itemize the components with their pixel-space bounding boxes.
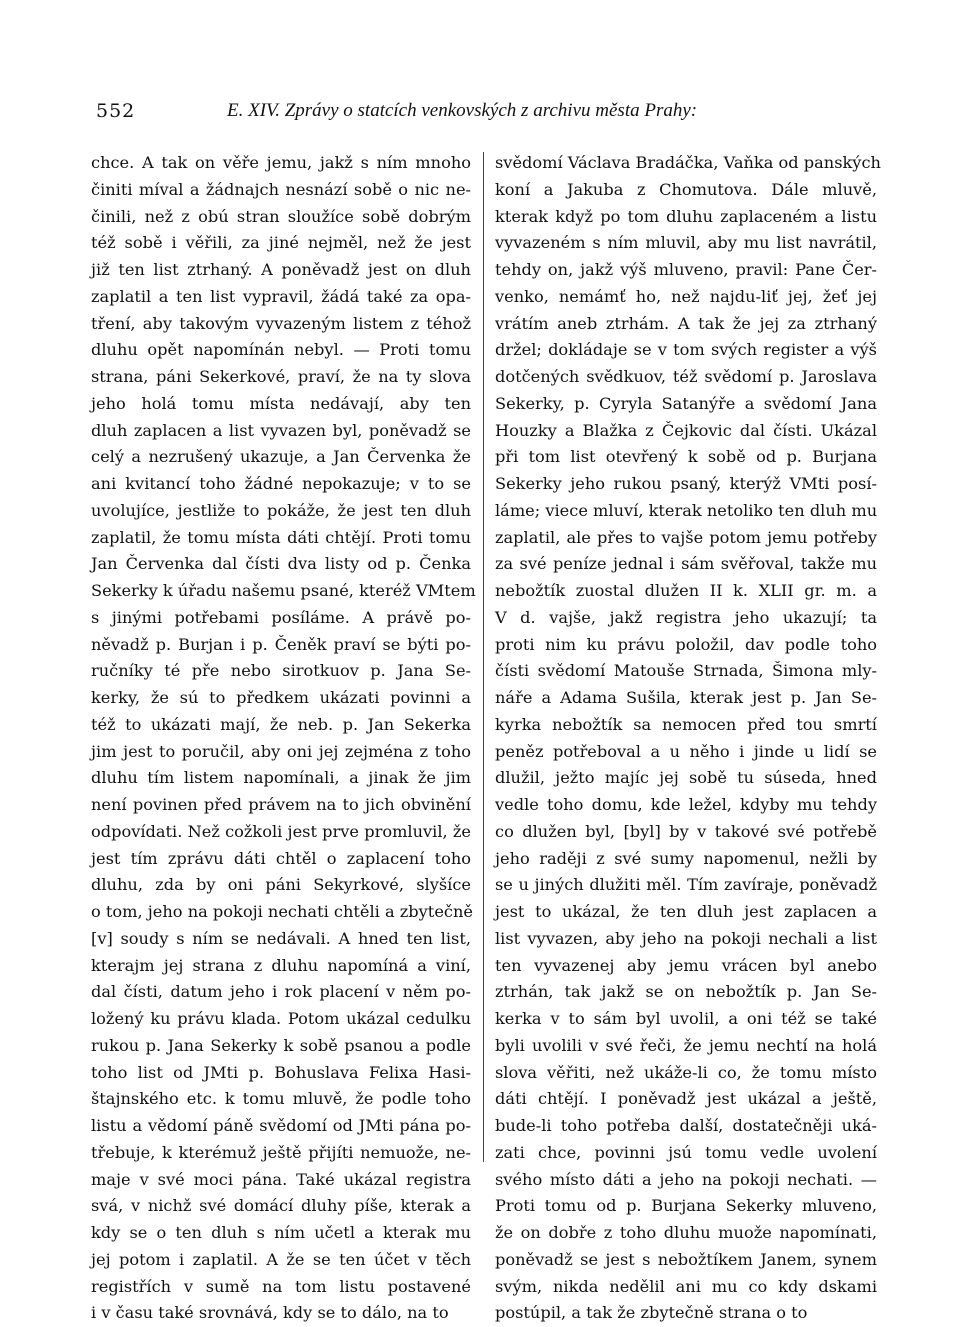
text-line: co dlužen byl, [byl] by v takové své potřebě bbox=[495, 821, 877, 841]
text-line: dluh zaplacen a list vyvazen byl, poněvadž se bbox=[91, 420, 471, 440]
text-line: o tom, jeho na pokoji nechati chtěli a zbytečně bbox=[91, 902, 473, 921]
text-line: něvadž p. Burjan i p. Čeněk praví se býti po- bbox=[91, 634, 471, 654]
text-line: vrátím aneb ztrhám. A tak že jej za ztrhaný bbox=[495, 313, 877, 333]
text-line: jest tím zprávu dáti chtěl o zaplacení toho bbox=[91, 848, 471, 868]
text-line: svědomí Václava Bradáčka, Vaňka od panských bbox=[495, 153, 881, 172]
text-line: čísti svědomí Matouše Strnada, Šimona mly- bbox=[495, 661, 877, 681]
text-line: zati chce, povinni jsú tomu vedle uvolení bbox=[495, 1142, 877, 1162]
right-text-column bbox=[495, 150, 881, 1327]
text-line: venko, nemámť ho, než najdu-liť jej, žeť jej bbox=[495, 286, 877, 306]
text-line: láme; viece mluví, kterak netoliko ten dluh mu bbox=[495, 500, 878, 520]
text-line: registřích v sumě na tom listu postavené bbox=[91, 1276, 471, 1296]
text-line: V d. vajše, jakž registra jeho ukazují; ta bbox=[495, 607, 877, 627]
text-line: rukou p. Jana Sekerky k sobě psanou a podle bbox=[91, 1035, 471, 1055]
text-line: náře a Adama Sušila, kterak jest p. Jan Se- bbox=[495, 688, 877, 707]
text-line: třebuje, k kterémuž ještě přijíti nemuože, ne- bbox=[91, 1142, 471, 1162]
text-line: činiti míval a žádnajch nesnází sobě o nic ne- bbox=[91, 179, 471, 199]
text-line: ložený ku právu klada. Potom ukázal cedulku bbox=[91, 1009, 471, 1028]
text-line: tehdy on, jakž výš mluveno, pravil: Pane Čer- bbox=[495, 260, 877, 279]
text-line: poněvadž se jest s nebožtíkem Janem, synem bbox=[495, 1249, 877, 1269]
text-line: zaplatil a ten list vypravil, žádá také za opa- bbox=[91, 286, 471, 306]
text-line: svým, nikda nedělil ani mu co kdy dskami bbox=[495, 1276, 877, 1296]
text-line: proti nim ku právu položil, dav podle toho bbox=[495, 634, 877, 654]
text-line: byli uvolili v své řeči, že jemu nechtí na holá bbox=[495, 1035, 877, 1055]
text-line: ztrhán, tak jakž se on nebožtík p. Jan Se- bbox=[495, 982, 877, 1002]
text-line: zaplatil, že tomu místa dáti chtějí. Proti tomu bbox=[91, 527, 471, 547]
running-header bbox=[96, 100, 864, 130]
text-line: dluhu tím listem napomínali, a jinak že jim bbox=[91, 768, 471, 788]
text-line: jeho raději z své sumy napomenul, nežli by bbox=[495, 848, 877, 868]
text-line: tření, aby takovým vyvazeným listem z téhož bbox=[91, 313, 471, 333]
text-line: list vyvazen, aby jeho na pokoji nechali a list bbox=[495, 928, 877, 948]
running-title: E. XIV. Zprávy o statcích venkovských z archivu města Prahy: bbox=[227, 100, 698, 121]
text-line: s jinými potřebami posíláme. A právě po- bbox=[91, 607, 471, 627]
text-line: [v] soudy s ním se nedávali. A hned ten list, bbox=[91, 928, 471, 948]
text-line: za své peníze jednal i sám svěřoval, takže mu bbox=[495, 554, 877, 574]
text-line: kerka v to sám byl uvolil, a oni též se také bbox=[495, 1009, 877, 1028]
text-line: činili, než z obú stran sloužíce sobě dobrým bbox=[91, 206, 471, 226]
text-line: jej potom i zaplatil. A že se ten účet v těch bbox=[91, 1249, 471, 1269]
text-line: dluhu, zda by oni páni Sekyrkové, slyšíce bbox=[91, 875, 471, 895]
text-line: kterak když po tom dluhu zaplaceném a listu bbox=[495, 206, 877, 226]
text-line: kdy se o ten dluh s ním učetl a kterak mu bbox=[91, 1223, 471, 1242]
text-line: Proti tomu od p. Burjana Sekerky mluveno, bbox=[495, 1196, 877, 1216]
text-line: chce. A tak on věře jemu, jakž s ním mnoho bbox=[91, 153, 471, 172]
text-line: kyrka nebožtík sa nemocen před tou smrtí bbox=[495, 714, 877, 734]
text-line: maje v své moci pána. Také ukázal registra bbox=[91, 1169, 471, 1189]
text-line: držel; dokládaje se v tom svých register a výš bbox=[495, 340, 877, 360]
text-line: kerky, že sú to předkem ukázati povinni a bbox=[91, 688, 471, 707]
text-line: dal čísti, datum jeho i rok placení v něm po- bbox=[91, 982, 471, 1002]
text-line: Sekerky jeho rukou psaný, kterýž VMti posí- bbox=[495, 474, 877, 493]
text-line: štajnského etc. k tomu mluvě, že podle toho bbox=[91, 1089, 471, 1109]
text-line: toho list od JMti p. Bohuslava Felixa Hasi- bbox=[91, 1062, 471, 1082]
text-line: koní a Jakuba z Chomutova. Dále mluvě, bbox=[495, 179, 877, 199]
text-line: se u jiných dlužiti měl. Tím zavíraje, poněvadž bbox=[495, 875, 877, 895]
text-line: při tom list otevřený k sobě od p. Burjana bbox=[495, 447, 877, 467]
left-text-column bbox=[91, 150, 476, 1327]
text-line: i v času také srovnává, kdy se to dálo, na to bbox=[91, 1303, 449, 1323]
text-line: jim jest to poručil, aby oni jej zejména z toho bbox=[91, 741, 471, 761]
text-line: Jan Červenka dal čísti dva listy od p. Čenka bbox=[91, 554, 471, 574]
text-line: již ten list ztrhaný. A poněvadž jest on dluh bbox=[91, 260, 471, 279]
text-line: Sekerky, p. Cyryla Satanýře a svědomí Jana bbox=[495, 393, 877, 413]
text-line: uvolujíce, jestliže to pokáže, že jest ten dluh bbox=[91, 500, 471, 520]
text-line: dlužil, ježto majíc jej sobě tu súseda, hned bbox=[495, 768, 877, 788]
text-line: jeho holá tomu místa nedávají, aby ten bbox=[91, 393, 471, 413]
text-line: též sobě i věřili, za jiné nejměl, než že jest bbox=[91, 233, 471, 253]
text-line: dotčených svědkuov, též svědomí p. Jaroslava bbox=[495, 367, 877, 386]
text-line: Houzky a Blažka z Čejkovic dal čísti. Ukázal bbox=[495, 420, 877, 440]
text-line: peněz potřeboval a u něho i jinde u lidí se bbox=[495, 741, 877, 761]
text-line: jest to ukázal, že ten dluh jest zaplacen a bbox=[495, 902, 877, 921]
text-line: listu a vědomí páně svědomí od JMti pána po- bbox=[91, 1116, 471, 1135]
text-line: ani kvitancí toho žádné nepokazuje; v to se bbox=[91, 474, 471, 493]
text-line: kterajm jej strana z dluhu napomíná a viní, bbox=[91, 955, 471, 975]
text-line: vedle toho domu, kde ležel, kdyby mu tehdy bbox=[495, 795, 877, 814]
column-divider bbox=[483, 152, 484, 1162]
text-line: dáti chtějí. I poněvadž jest ukázal a ještě, bbox=[495, 1089, 877, 1109]
text-line: není povinen před právem na to jich obvinění bbox=[91, 795, 471, 814]
text-line: zaplatil, ale přes to vajše potom jemu potřeby bbox=[495, 527, 877, 547]
text-line: svého místo dáti a jeho na pokoji nechati. — bbox=[495, 1169, 877, 1189]
text-line: strana, páni Sekerkové, praví, že na ty slova bbox=[91, 367, 471, 386]
text-line: Sekerky k úřadu našemu psané, kteréž VMtem bbox=[91, 581, 476, 600]
text-line: nebožtík zuostal dlužen II k. XLII gr. m. a bbox=[495, 581, 877, 600]
text-line: bude-li toho potřeba další, dostatečněji uká- bbox=[495, 1116, 877, 1135]
text-line: postúpil, a tak že zbytečně strana o to bbox=[495, 1303, 808, 1323]
text-line: celý a nezrušený ukazuje, a Jan Červenka že bbox=[91, 447, 471, 467]
text-line: též to ukázati mají, že neb. p. Jan Sekerka bbox=[91, 714, 471, 734]
text-line: dluhu opět napomínán nebyl. — Proti tomu bbox=[91, 340, 471, 360]
text-line: že on dobře z toho dluhu muože napomínati, bbox=[495, 1223, 877, 1242]
text-line: vyvazeném s ním mluvil, aby mu list navrátil, bbox=[495, 233, 877, 253]
page-number: 552 bbox=[96, 100, 136, 122]
text-line: ručníky té pře nebo sirotkuov p. Jana Se- bbox=[91, 661, 471, 681]
text-line: slova věřiti, než ukáže-li co, že tomu místo bbox=[495, 1062, 877, 1082]
text-line: odpovídati. Než cožkoli jest prve promluvil, že bbox=[91, 821, 471, 841]
text-line: ten vyvazenej aby jemu vrácen byl anebo bbox=[495, 955, 877, 975]
text-line: svá, v nichž své domácí dluhy píše, kterak a bbox=[91, 1196, 471, 1216]
